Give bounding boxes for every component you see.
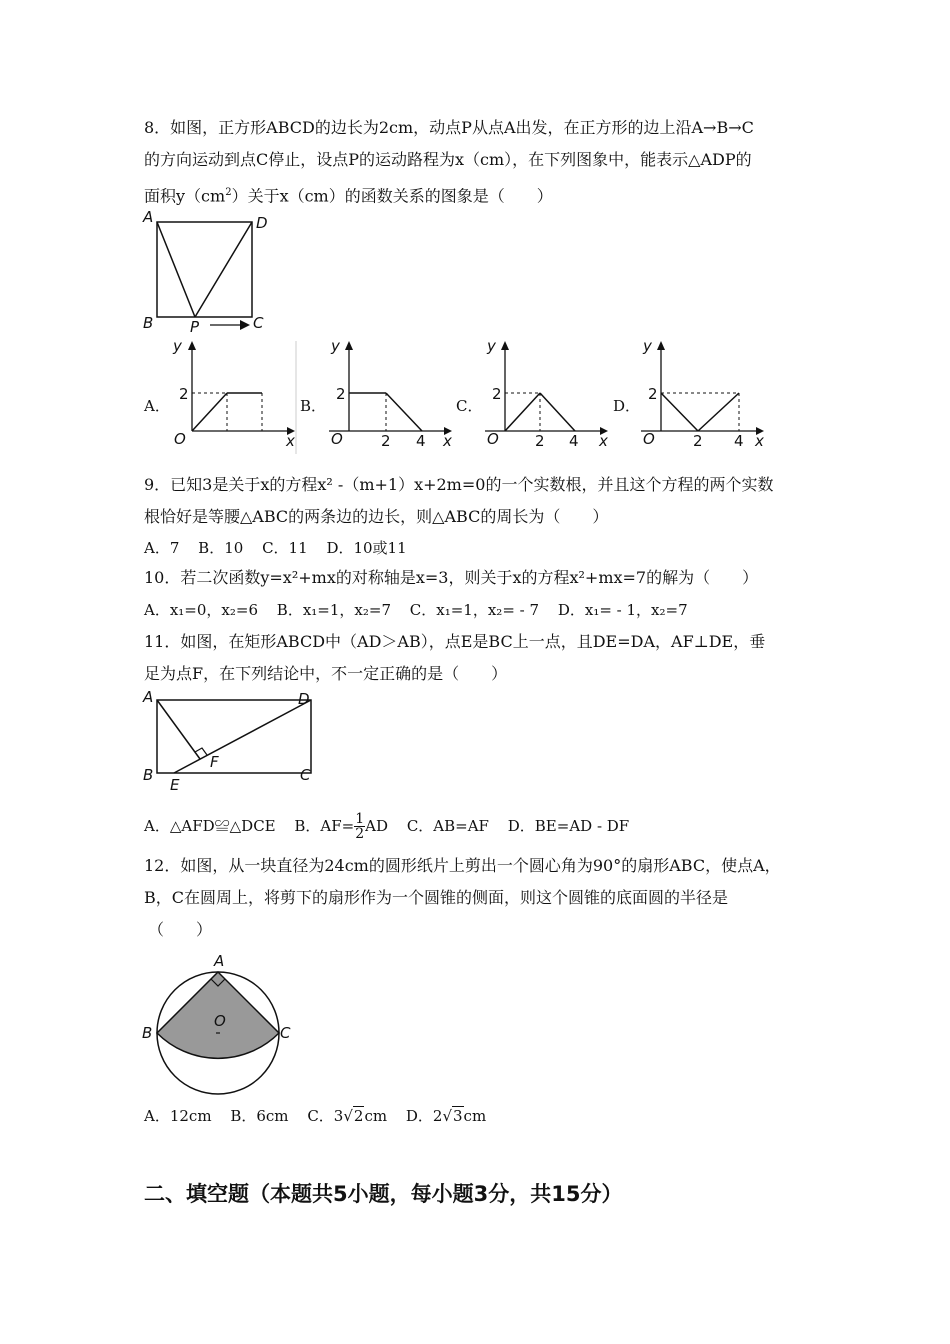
x-tick-2: 2: [535, 432, 545, 450]
q10-option-b: B．x₁=1，x₂=7: [276, 601, 391, 619]
label-p: P: [190, 318, 200, 336]
q8-line2: 的方向运动到点C停止，设点P的运动路程为x（cm），在下列图象中，能表示△ADP的: [144, 150, 752, 169]
label-c: C: [300, 766, 311, 784]
label-b: B: [142, 1024, 153, 1042]
sqrt-radicand: 2: [353, 1107, 364, 1125]
q10-options: [144, 600, 702, 620]
origin-label: O: [331, 430, 343, 448]
q12-option-d: D．2√3cm: [405, 1107, 487, 1125]
q8-line1: 8．如图，正方形ABCD的边长为2cm，动点P从点A出发，在正方形的边上沿A→B→C: [144, 118, 754, 137]
q12-circle-figure: [140, 950, 300, 1095]
q9-line1: 9．已知3是关于x的方程x² -（m+1）x+2m=0的一个实数根，并且这个方程的两个实数: [144, 475, 774, 494]
q8-option-c-label: C．: [456, 397, 483, 415]
q12-option-c-pre: C．3: [307, 1107, 344, 1125]
section-heading: 二、填空题（本题共5小题，每小题3分，共15分）: [144, 1182, 623, 1206]
y-arrow-icon: [657, 341, 665, 350]
q9-line2: 根恰好是等腰△ABC的两条边的边长，则△ABC的周长为（ ）: [144, 507, 609, 526]
x-tick-2: 2: [381, 432, 391, 450]
q11-option-a: A．△AFD≌△DCE: [144, 816, 276, 835]
q11-option-d: D．BE=AD - DF: [507, 816, 630, 835]
q8-line3-sup: 2: [225, 187, 232, 198]
label-f: F: [210, 753, 219, 771]
tick-2: 2: [179, 385, 189, 403]
q12-options: [144, 1106, 500, 1126]
segment-dp: [195, 222, 252, 317]
label-c: C: [280, 1024, 291, 1042]
x-tick-4: 4: [569, 432, 579, 450]
q12-line3: （ ）: [148, 920, 213, 939]
label-a: A: [143, 208, 154, 226]
q11-options: [144, 812, 643, 841]
origin-label: O: [643, 430, 655, 448]
x-label: x: [599, 432, 608, 450]
q11-rectangle-svg: [140, 688, 320, 796]
x-label: x: [755, 432, 764, 450]
q12-line1: 12．如图，从一块直径为24cm的圆形纸片上剪出一个圆心角为90°的扇形ABC，使点A，: [144, 856, 781, 875]
q11-rectangle-figure: [140, 688, 320, 796]
q8-graph-b: [322, 336, 457, 456]
q8-graph-c: [478, 336, 613, 456]
q11-option-b: [294, 811, 389, 842]
label-d: D: [256, 214, 268, 232]
q12-option-c-post: cm: [364, 1107, 388, 1125]
q8-square-figure: [140, 208, 280, 338]
q8-option-a-label: A．: [144, 397, 170, 415]
q9-option-c: C．11: [262, 539, 308, 557]
arrow-head-icon: [240, 320, 250, 330]
q11-line2: 足为点F，在下列结论中，不一定正确的是（ ）: [144, 664, 508, 683]
q9-option-b: B．10: [198, 539, 244, 557]
q12-line2: B，C在圆周上，将剪下的扇形作为一个圆锥的侧面，则这个圆锥的底面圆的半径是: [144, 888, 729, 907]
x-tick-4: 4: [734, 432, 744, 450]
fraction-one-half: [354, 812, 365, 841]
square-abcd: [157, 222, 252, 317]
y-label: y: [487, 337, 496, 355]
q9-option-d: D．10或11: [326, 539, 407, 557]
x-label: x: [286, 432, 295, 450]
label-c: C: [253, 314, 264, 332]
q9-options: [144, 538, 421, 558]
y-label: y: [331, 337, 340, 355]
q10-option-a: A．x₁=0，x₂=6: [144, 601, 259, 619]
q8-line3: [144, 183, 553, 206]
q8-graph-a: [165, 336, 300, 456]
tick-2: 2: [336, 385, 346, 403]
q12-option-b: B．6cm: [230, 1107, 289, 1125]
q11-option-b-post: AD: [365, 816, 389, 835]
label-e: E: [170, 776, 180, 794]
q11-line1: 11．如图，在矩形ABCD中（AD＞AB），点E是BC上一点，且DE=DA，AF⊥DE，垂: [144, 632, 766, 651]
tick-2: 2: [648, 385, 658, 403]
x-tick-2: 2: [693, 432, 703, 450]
q8-option-d-label: D．: [613, 397, 641, 415]
fraction-denominator: 2: [355, 826, 365, 842]
q12-option-c: C．3√2cm: [307, 1107, 388, 1125]
rectangle-abcd: [157, 700, 311, 773]
y-label: y: [643, 337, 652, 355]
q12-option-d-pre: D．2: [405, 1107, 443, 1125]
segment-de: [174, 700, 311, 773]
q10-line1: 10．若二次函数y=x²+mx的对称轴是x=3，则关于x的方程x²+mx=7的解为（ ）: [144, 568, 759, 587]
q10-option-c: C．x₁=1，x₂= - 7: [409, 601, 540, 619]
origin-label: O: [174, 430, 186, 448]
sqrt-radicand: 3: [453, 1107, 463, 1125]
tick-2: 2: [492, 385, 502, 403]
label-a: A: [143, 688, 154, 706]
x-label: x: [443, 432, 452, 450]
label-a: A: [214, 952, 225, 970]
y-arrow-icon: [345, 341, 353, 350]
q8-line3-a: 面积y（cm: [144, 186, 226, 206]
fraction-numerator: 1: [355, 811, 365, 827]
q8-option-b-label: B．: [300, 397, 327, 415]
y-label: y: [173, 337, 182, 355]
q8-graph-d: [634, 336, 769, 456]
q11-option-c: C．AB=AF: [406, 816, 489, 835]
label-o: O: [214, 1012, 226, 1030]
label-d: D: [298, 690, 310, 708]
label-b: B: [143, 766, 154, 784]
segment-ap: [157, 222, 195, 317]
origin-label: O: [487, 430, 499, 448]
y-arrow-icon: [501, 341, 509, 350]
x-tick-4: 4: [416, 432, 426, 450]
y-arrow-icon: [188, 341, 196, 350]
q12-option-d-post: cm: [463, 1107, 487, 1125]
q12-option-a: A．12cm: [144, 1107, 212, 1125]
q9-option-a: A．7: [144, 539, 180, 557]
segment-af: [157, 700, 200, 759]
q11-option-b-pre: B．AF=: [294, 816, 355, 835]
q10-option-d: D．x₁= - 1，x₂=7: [557, 601, 688, 619]
label-b: B: [143, 314, 154, 332]
q8-line3-b: ）关于x（cm）的函数关系的图象是（ ）: [231, 186, 553, 206]
